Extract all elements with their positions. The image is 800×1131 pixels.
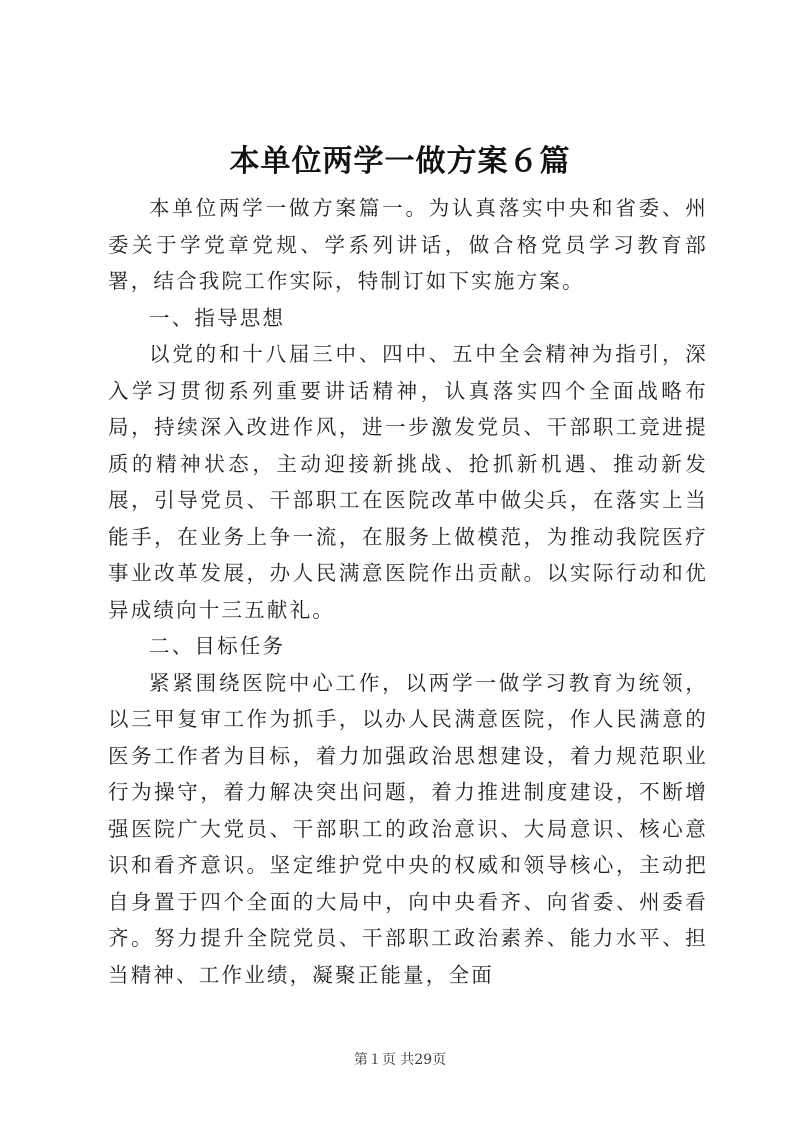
section-heading-guiding-ideology: 一、指导思想 xyxy=(149,305,286,330)
document-title: 本单位两学一做方案６篇 xyxy=(229,144,571,179)
guiding-ideology-paragraph: 以党的和十八届三中、四中、五中全会精神为指引，深入学习贯彻系列重要讲话精神，认真落实四个全面战略布局，持续深入改进作风，进一步激发党员、干部职工竞进提质的精神状态，主动迎接新挑战、抢抓新机遇、推动新发展，引导党员、干部职工在医院改革中做尖兵，在落实上当能手，在业务上争一流，在服务上做模范，为推动我院医疗事业改革发展，办人民满意医院作出贡献。以实际行动和优异成绩向十三五献礼。 xyxy=(108,342,708,622)
section-heading-goals-tasks: 二、目标任务 xyxy=(149,634,286,658)
intro-paragraph: 本单位两学一做方案篇一。为认真落实中央和省委、州委关于学党章党规、学系列讲话，做合格党员学习教育部署，结合我院工作实际，特制订如下实施方案。 xyxy=(108,196,708,293)
goals-tasks-paragraph: 紧紧围绕医院中心工作，以两学一做学习教育为统领，以三甲复审工作为抓手，以办人民满意医院，作人民满意的医务工作者为目标，着力加强政治思想建设，着力规范职业行为操守，着力解决突出问题，着力推进制度建设，不断增强医院广大党员、干部职工的政治意识、大局意识、核心意识和看齐意识。坚定维护党中央的权威和领导核心，主动把自身置于四个全面的大局中，向中央看齐、向省委、州委看齐。努力提升全院党员、干部职工政治素养、能力水平、担当精神、工作业绩，凝聚正能量，全面 xyxy=(108,670,708,987)
page-number-footer: 第１页 共29页 xyxy=(353,1052,447,1068)
document-body xyxy=(108,190,708,993)
